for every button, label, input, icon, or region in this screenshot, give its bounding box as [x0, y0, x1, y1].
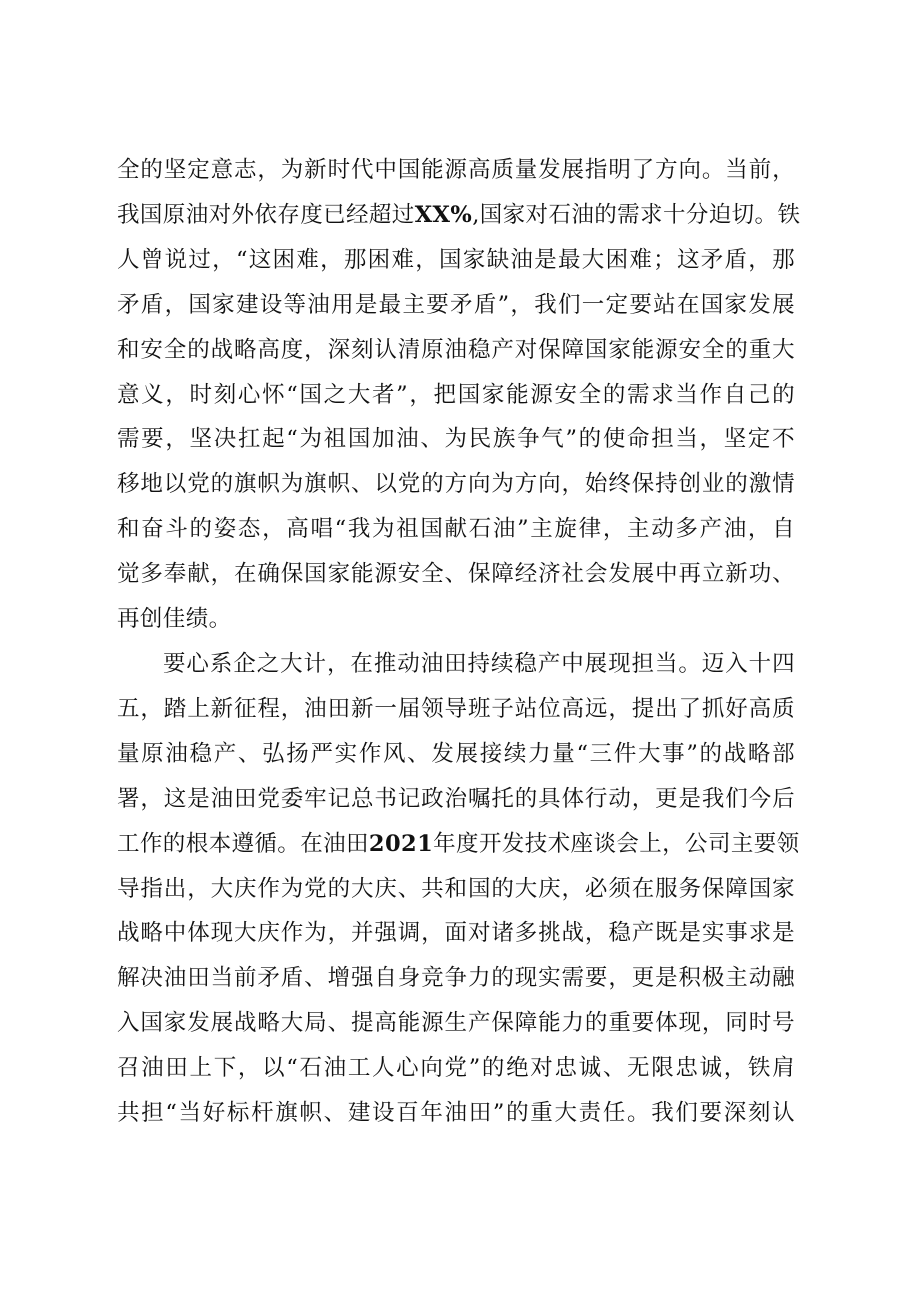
text-segment: 年度开发技术座谈会上，公司主要领: [433, 830, 800, 857]
dependency-percentage: XX%: [414, 201, 473, 228]
text-line: 人曾说过，“这困难，那困难，国家缺油是最大困难；这矛盾，那: [117, 246, 795, 273]
text-segment: 工作的根本遵循。在油田: [117, 830, 369, 857]
text-line: 觉多奉献，在确保国家能源安全、保障经济社会发展中再立新功、: [117, 561, 795, 588]
text-line: 召油田上下，以“石油工人心向党”的绝对忠诚、无限忠诚，铁肩: [117, 1055, 795, 1082]
text-line: 和奋斗的姿态，高唱“我为祖国献石油”主旋律，主动多产油，自: [117, 516, 795, 543]
text-line: 需要，坚决扛起“为祖国加油、为民族争气”的使命担当，坚定不: [117, 426, 795, 453]
text-line: 要心系企之大计，在推动油田持续稳产中展现担当。迈入十四: [163, 650, 795, 677]
year-number: 2021: [368, 830, 434, 857]
text-line: 五，踏上新征程，油田新一届领导班子站位高远，提出了抓好高质: [117, 695, 795, 722]
text-segment: ,国家对石油的需求十分迫切。铁: [472, 201, 801, 228]
text-line: 全的坚定意志，为新时代中国能源高质量发展指明了方向。当前，: [117, 157, 795, 183]
text-line: 署，这是油田党委牢记总书记政治嘱托的具体行动，更是我们今后: [117, 785, 795, 812]
text-line: 共担“当好标杆旗帜、建设百年油田”的重大责任。我们要深刻认: [117, 1100, 795, 1127]
document-body: [117, 148, 801, 1136]
text-line: 移地以党的旗帜为旗帜、以党的方向为方向，始终保持创业的激情: [117, 471, 795, 498]
text-line: 意义，时刻心怀“国之大者”，把国家能源安全的需求当作自己的: [117, 381, 795, 408]
text-segment: 我国原油对外依存度已经超过: [117, 201, 415, 228]
paragraph-1: [117, 148, 801, 642]
text-line: 战略中体现大庆作为，并强调，面对诸多挑战，稳产既是实事求是: [117, 920, 795, 947]
text-line: 量原油稳产、弘扬严实作风、发展接续力量“三件大事”的战略部: [117, 740, 795, 767]
text-line: 矛盾，国家建设等油用是最主要矛盾”，我们一定要站在国家发展: [117, 291, 795, 318]
text-line: 和安全的战略高度，深刻认清原油稳产对保障国家能源安全的重大: [117, 336, 795, 363]
text-line: 解决油田当前矛盾、增强自身竞争力的现实需要，更是积极主动融: [117, 965, 795, 992]
text-line: 导指出，大庆作为党的大庆、共和国的大庆，必须在服务保障国家: [117, 875, 795, 902]
text-line: [117, 193, 801, 238]
text-line: [117, 822, 800, 867]
text-line: 再创佳绩。: [117, 606, 232, 633]
paragraph-2: [117, 642, 800, 1136]
text-line: 入国家发展战略大局、提高能源生产保障能力的重要体现，同时号: [117, 1010, 795, 1037]
